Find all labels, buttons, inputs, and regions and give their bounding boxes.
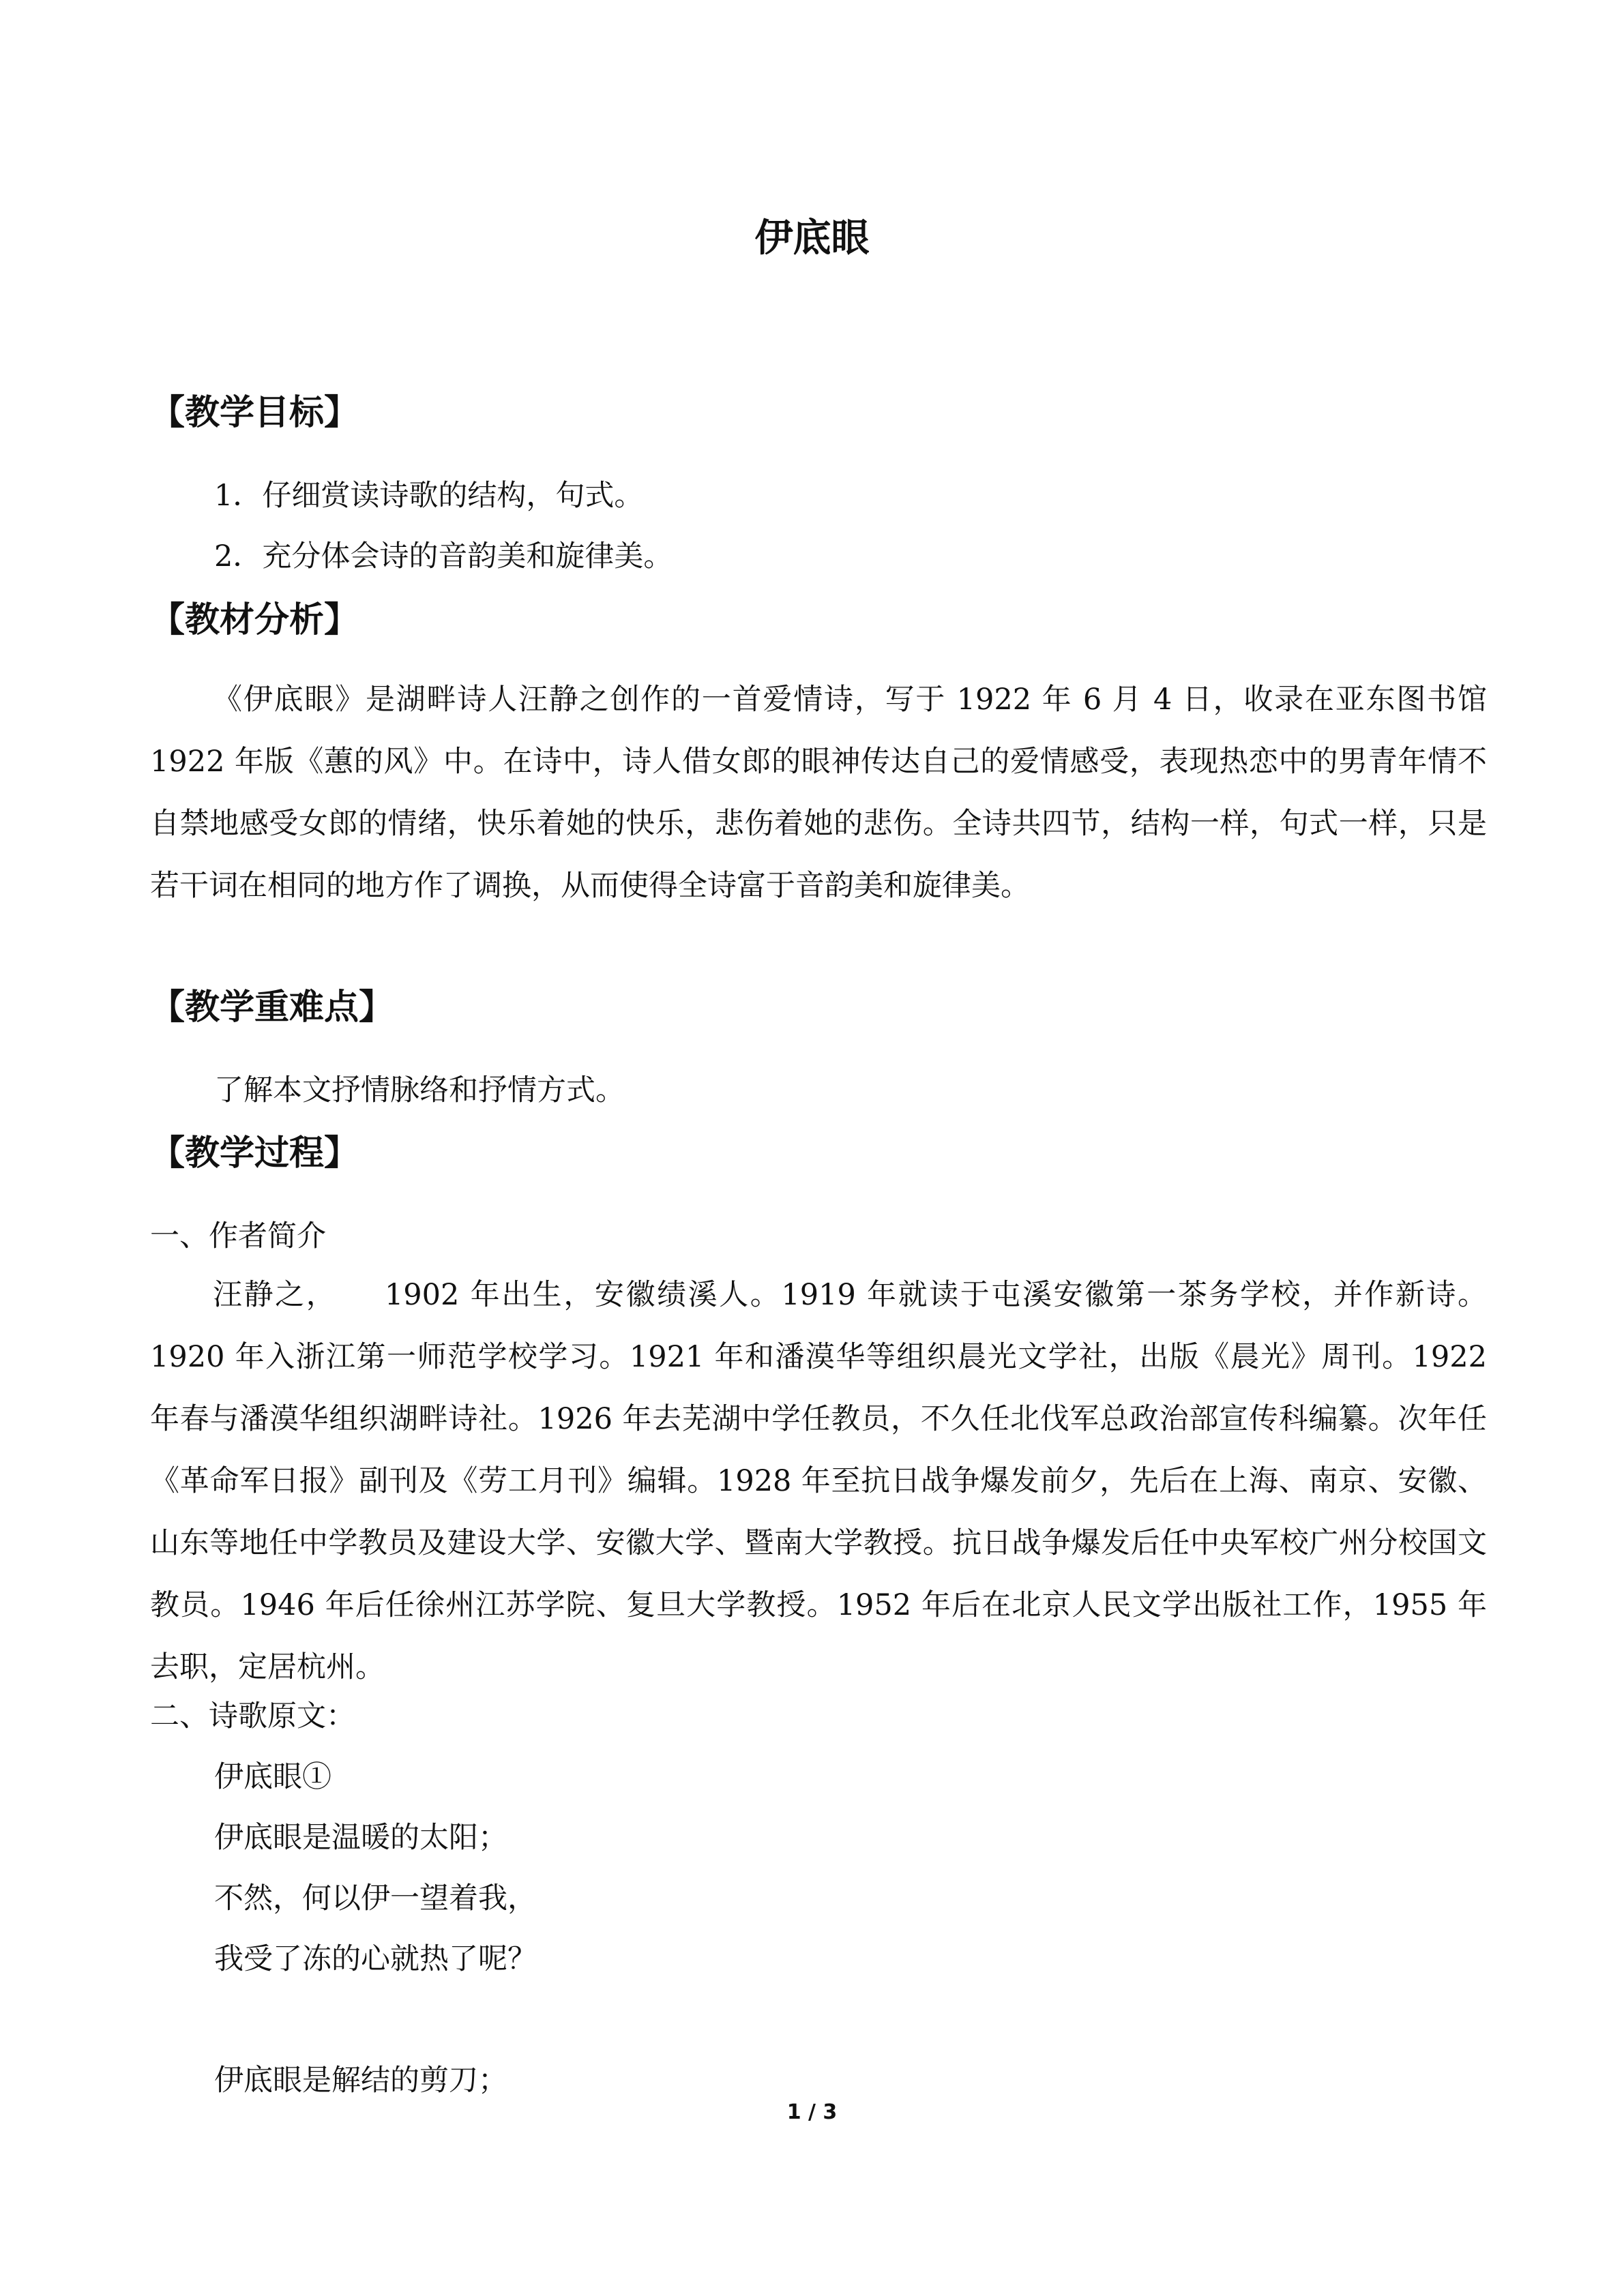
document-title: 伊底眼 [754, 216, 870, 260]
poem-line: 伊底眼是解结的剪刀； [214, 2063, 507, 2098]
page-number: 1 / 3 [786, 2100, 838, 2124]
key-points-text: 了解本文抒情脉络和抒情方式。 [214, 1073, 625, 1107]
heading-teaching-process: 【教学过程】 [150, 1133, 359, 1174]
poem-line: 不然，何以伊一望着我， [214, 1881, 537, 1915]
poem-title: 伊底眼① [214, 1760, 331, 1794]
goal-item-2: 2．充分体会诗的音韵美和旋律美。 [214, 539, 673, 573]
section-poem-title: 二、诗歌原文： [150, 1699, 355, 1733]
analysis-paragraph: 《伊底眼》是湖畔诗人汪静之创作的一首爱情诗，写于 1922 年 6 月 4 日，收录在亚东图书馆 1922 年版《蕙的风》中。在诗中，诗人借女郎的眼神传达自己的爱情感受，表现热恋中的男青年情不自禁地感受女郎的情绪，快乐着她的快乐，悲伤着她的悲伤。全诗共四节，结构一样，句式一样，只是若干词在相同的地方作了调换，从而使得全诗富于音韵美和旋律美。 [150, 683, 1487, 903]
heading-material-analysis: 【教材分析】 [150, 600, 359, 640]
goal-item-1: 1．仔细赏读诗歌的结构，句式。 [214, 479, 644, 513]
heading-key-points: 【教学重难点】 [150, 987, 394, 1028]
poem-line: 伊底眼是温暖的太阳； [214, 1821, 507, 1855]
heading-teaching-goals: 【教学目标】 [150, 393, 359, 433]
poem-line: 我受了冻的心就热了呢？ [214, 1942, 537, 1976]
section-author-intro-title: 一、作者简介 [150, 1219, 326, 1253]
author-bio-paragraph: 汪静之， 1902 年出生，安徽绩溪人。1919 年就读于屯溪安徽第一茶务学校，并作新诗。1920 年入浙江第一师范学校学习。1921 年和潘漠华等组织晨光文学社，出版《晨光》周刊。1922 年春与潘漠华组织湖畔诗社。1926 年去芜湖中学任教员，不久任北伐军总政治部宣传科编纂。次年任《革命军日报》副刊及《劳工月刊》编辑。1928 年至抗日战争爆发前夕，先后在上海、南京、安徽、山东等地任中学教员及建设大学、安徽大学、暨南大学教授。抗日战争爆发后任中央军校广州分校国文教员。1946 年后任徐州江苏学院、复旦大学教授。1952 年后在北京人民文学出版社工作，1955 年去职，定居杭州。 [150, 1278, 1487, 1684]
